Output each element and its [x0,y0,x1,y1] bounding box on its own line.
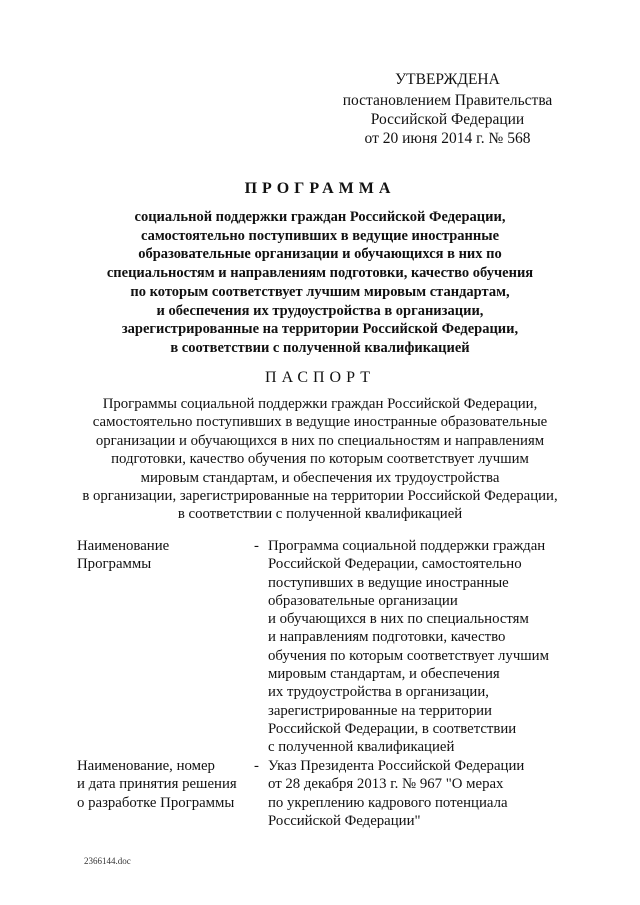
row-value-line: Российской Федерации, в соответствии [268,720,517,737]
passport-subtitle-line: самостоятельно поступивших в ведущие иностранные образовательные [92,414,548,431]
row-label-line: Программы [77,556,152,573]
row-value-line: обучения по которым соответствует лучшим [268,647,549,664]
row-value-line: и обучающихся в них по специальностям [268,611,529,628]
row-dash: - [254,758,259,774]
program-title-line: и обеспечения их трудоустройства в организации, [156,302,484,319]
row-label [77,757,247,812]
row-value-line: зарегистрированные на территории [268,702,492,719]
row-label-line: Наименование [77,538,170,554]
passport-subtitle-line: в соответствии с полученной квалификацией [177,506,463,523]
passport-heading: ПАСПОРТ [265,369,375,386]
row-value-line: их трудоустройства в организации, [268,684,489,701]
row-value-line: мировым стандартам, и обеспечения [268,666,500,683]
row-label-line: о разработке Программы [77,794,235,811]
passport-subtitle-line: мировым стандартам, и обеспечения их трудоустройства [140,469,500,486]
passport-subtitle-line: подготовки, качество обучения по которым соответствует лучшим [111,451,529,468]
row-value [268,757,578,830]
row-value-line: и направлениям подготовки, качество [268,629,506,646]
row-value-line: Указ Президента Российской Федерации [268,758,525,774]
approval-line: постановлением Правительства [342,92,553,109]
row-label-line: Наименование, номер [77,758,215,774]
row-label-line: и дата принятия решения [77,776,237,793]
approval-stamp [340,70,555,148]
passport-subtitle-line: в организации, зарегистрированные на территории Российской Федерации, [82,488,558,505]
passport-subtitle-line: Программы социальной поддержки граждан Российской Федерации, [102,396,538,412]
approval-status: УТВЕРЖДЕНА [395,71,500,88]
row-value-line: с полученной квалификацией [268,739,455,756]
passport-subtitle-line: организации и обучающихся в них по специальностям и направлениям [95,432,545,449]
row-value-line: Программа социальной поддержки граждан [268,538,546,554]
row-label [77,537,247,574]
program-title-line: самостоятельно поступивших в ведущие иностранные [140,227,500,244]
passport-subtitle [60,395,580,524]
document-filename: 2366144.doc [84,856,131,866]
row-value-line: образовательные организации [268,592,458,609]
row-value-line: по укреплению кадрового потенциала [268,794,508,811]
row-dash: - [254,538,259,554]
program-title-line: зарегистрированные на территории Российской Федерации, [121,321,519,338]
program-title-line: в соответствии с полученной квалификацией [170,339,470,356]
row-value-line: Российской Федерации" [268,812,421,829]
row-value-line: Российской Федерации, самостоятельно [268,556,522,573]
program-title-line: по которым соответствует лучшим мировым стандартам, [130,283,510,300]
row-value [268,537,578,757]
program-title-line: специальностям и направлениям подготовки, качество обучения [106,265,534,282]
program-title-line: образовательные организации и обучающихся в них по [138,246,502,263]
program-full-title [70,208,570,358]
approval-line: Российской Федерации [370,111,525,128]
row-value-line: от 28 декабря 2013 г. № 967 "О мерах [268,776,504,793]
row-value-line: поступивших в ведущие иностранные [268,574,509,591]
approval-line: от 20 июня 2014 г. № 568 [364,130,531,147]
program-heading: ПРОГРАММА [244,180,396,197]
program-title-line: социальной поддержки граждан Российской Федерации, [134,209,506,225]
